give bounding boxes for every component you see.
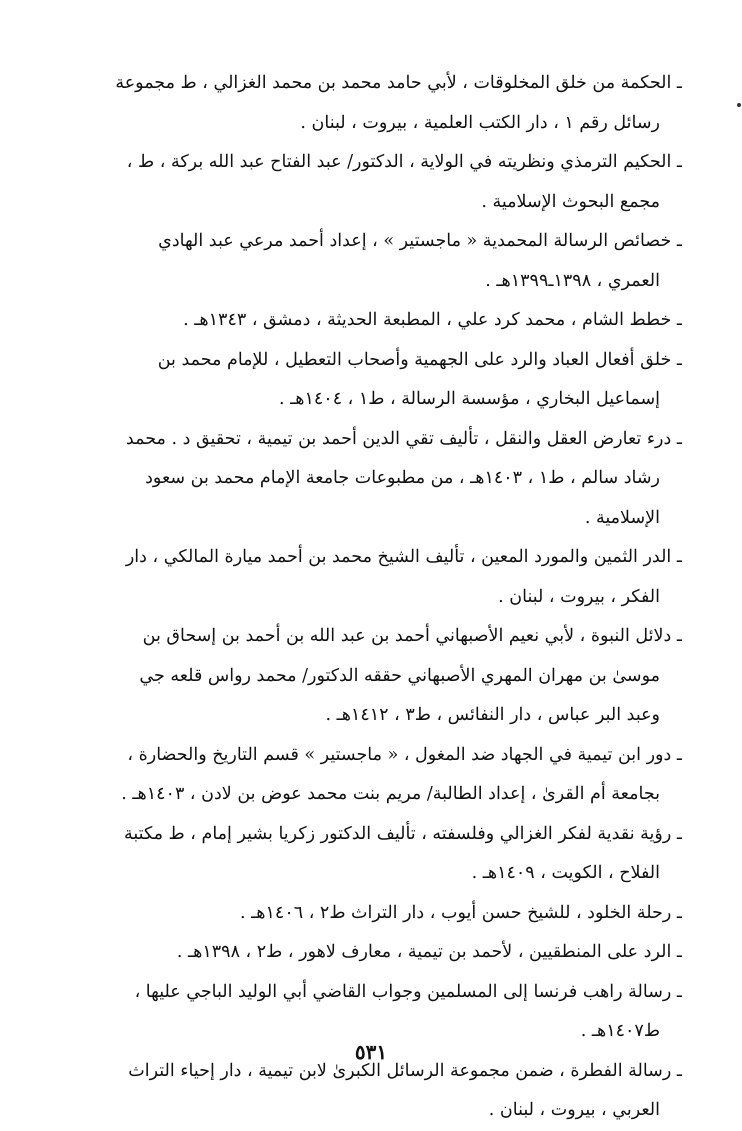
entry-line: وعبد البر عباس ، دار النفائس ، ط٣ ، ١٤١٢هـ . xyxy=(325,705,660,725)
entry-line: ـ الحكيم الترمذي ونظريته في الولاية ، الدكتور/ عبد الفتاح عبد الله بركة ، ط ، xyxy=(126,152,682,172)
bibliography-entry xyxy=(60,894,682,934)
bibliography-entry xyxy=(60,64,682,143)
entry-line: ـ خطط الشام ، محمد كرد علي ، المطبعة الحديثة ، دمشق ، ١٣٤٣هـ . xyxy=(183,310,682,330)
entry-line: ـ رسالة الفطرة ، ضمن مجموعة الرسائل الكبرىٰ لابن تيمية ، دار إحياء التراث xyxy=(128,1060,682,1081)
entry-line: ـ الدر الثمين والمورد المعين ، تأليف الشيخ محمد بن أحمد ميارة المالكي ، دار xyxy=(125,547,682,567)
entry-line: ـ رحلة الخلود ، للشيخ حسن أيوب ، دار التراث ط٢ ، ١٤٠٦هـ . xyxy=(240,902,682,923)
entry-line: موسىٰ بن مهران المهري الأصبهاني حققه الدكتور/ محمد رواس قلعه جي xyxy=(139,665,660,686)
entry-line: إسماعيل البخاري ، مؤسسة الرسالة ، ط١ ، ١٤٠٤هـ . xyxy=(279,389,660,409)
entry-line: الفكر ، بيروت ، لبنان . xyxy=(498,586,660,607)
margin-dot xyxy=(737,103,741,107)
entry-line: ـ دور ابن تيمية في الجهاد ضد المغول ، « ماجستير » قسم التاريخ والحضارة ، xyxy=(127,744,682,765)
entry-line: العمري ، ١٣٩٨ـ١٣٩٩هـ . xyxy=(485,270,660,291)
entry-line: ـ خصائص الرسالة المحمدية « ماجستير » ، إعداد أحمد مرعي عبد الهادي xyxy=(158,231,682,251)
entry-line: العربي ، بيروت ، لبنان . xyxy=(488,1100,660,1120)
entry-line: ـ خلق أفعال العباد والرد على الجهمية وأصحاب التعطيل ، للإمام محمد بن xyxy=(157,349,682,370)
bibliography-entry xyxy=(60,341,682,420)
entry-line: ـ الحكمة من خلق المخلوقات ، لأبي حامد محمد بن محمد الغزالي ، ط مجموعة xyxy=(115,73,682,93)
entry-line: رشاد سالم ، ط١ ، ١٤٠٣هـ ، من مطبوعات جامعة الإمام محمد بن سعود xyxy=(145,468,660,488)
bibliography-entry xyxy=(60,420,682,539)
entry-line: بجامعة أم القرىٰ ، إعداد الطالبة/ مريم بنت محمد عوض بن لادن ، ١٤٠٣هـ . xyxy=(121,784,660,804)
bibliography-entry xyxy=(60,301,682,341)
bibliography-entry xyxy=(60,143,682,222)
entry-line: رسائل رقم ١ ، دار الكتب العلمية ، بيروت ، لبنان . xyxy=(300,112,660,133)
entry-line: ـ الرد على المنطقيين ، لأحمد بن تيمية ، معارف لاهور ، ط٢ ، ١٣٩٨هـ . xyxy=(176,942,682,962)
entry-line: ـ رسالة راهب فرنسا إلى المسلمين وجواب القاضي أبي الوليد الباجي عليها ، xyxy=(134,981,682,1002)
bibliography-entry xyxy=(60,538,682,617)
entry-line: الفلاح ، الكويت ، ١٤٠٩هـ . xyxy=(471,863,660,883)
entry-line: ط١٤٠٧هـ . xyxy=(580,1021,660,1041)
entry-line: ـ دلائل النبوة ، لأبي نعيم الأصبهاني أحمد بن عبد الله بن أحمد بن إسحاق بن xyxy=(142,626,682,646)
page-number: ٥٣١ xyxy=(354,1040,388,1064)
bibliography-entry xyxy=(60,933,682,973)
entry-line: ـ رؤية نقدية لفكر الغزالي وفلسفته ، تأليف الدكتور زكريا بشير إمام ، ط مكتبة xyxy=(124,823,682,844)
bibliography-entry xyxy=(60,617,682,736)
bibliography-entry xyxy=(60,815,682,894)
entry-line: مجمع البحوث الإسلامية . xyxy=(481,191,660,212)
entry-line: الإسلامية . xyxy=(584,507,660,528)
entry-line: ـ درء تعارض العقل والنقل ، تأليف تقي الدين أحمد بن تيمية ، تحقيق د . محمد xyxy=(125,428,682,449)
bibliography-list xyxy=(60,64,682,1131)
bibliography-entry xyxy=(60,222,682,301)
bibliography-entry xyxy=(60,736,682,815)
